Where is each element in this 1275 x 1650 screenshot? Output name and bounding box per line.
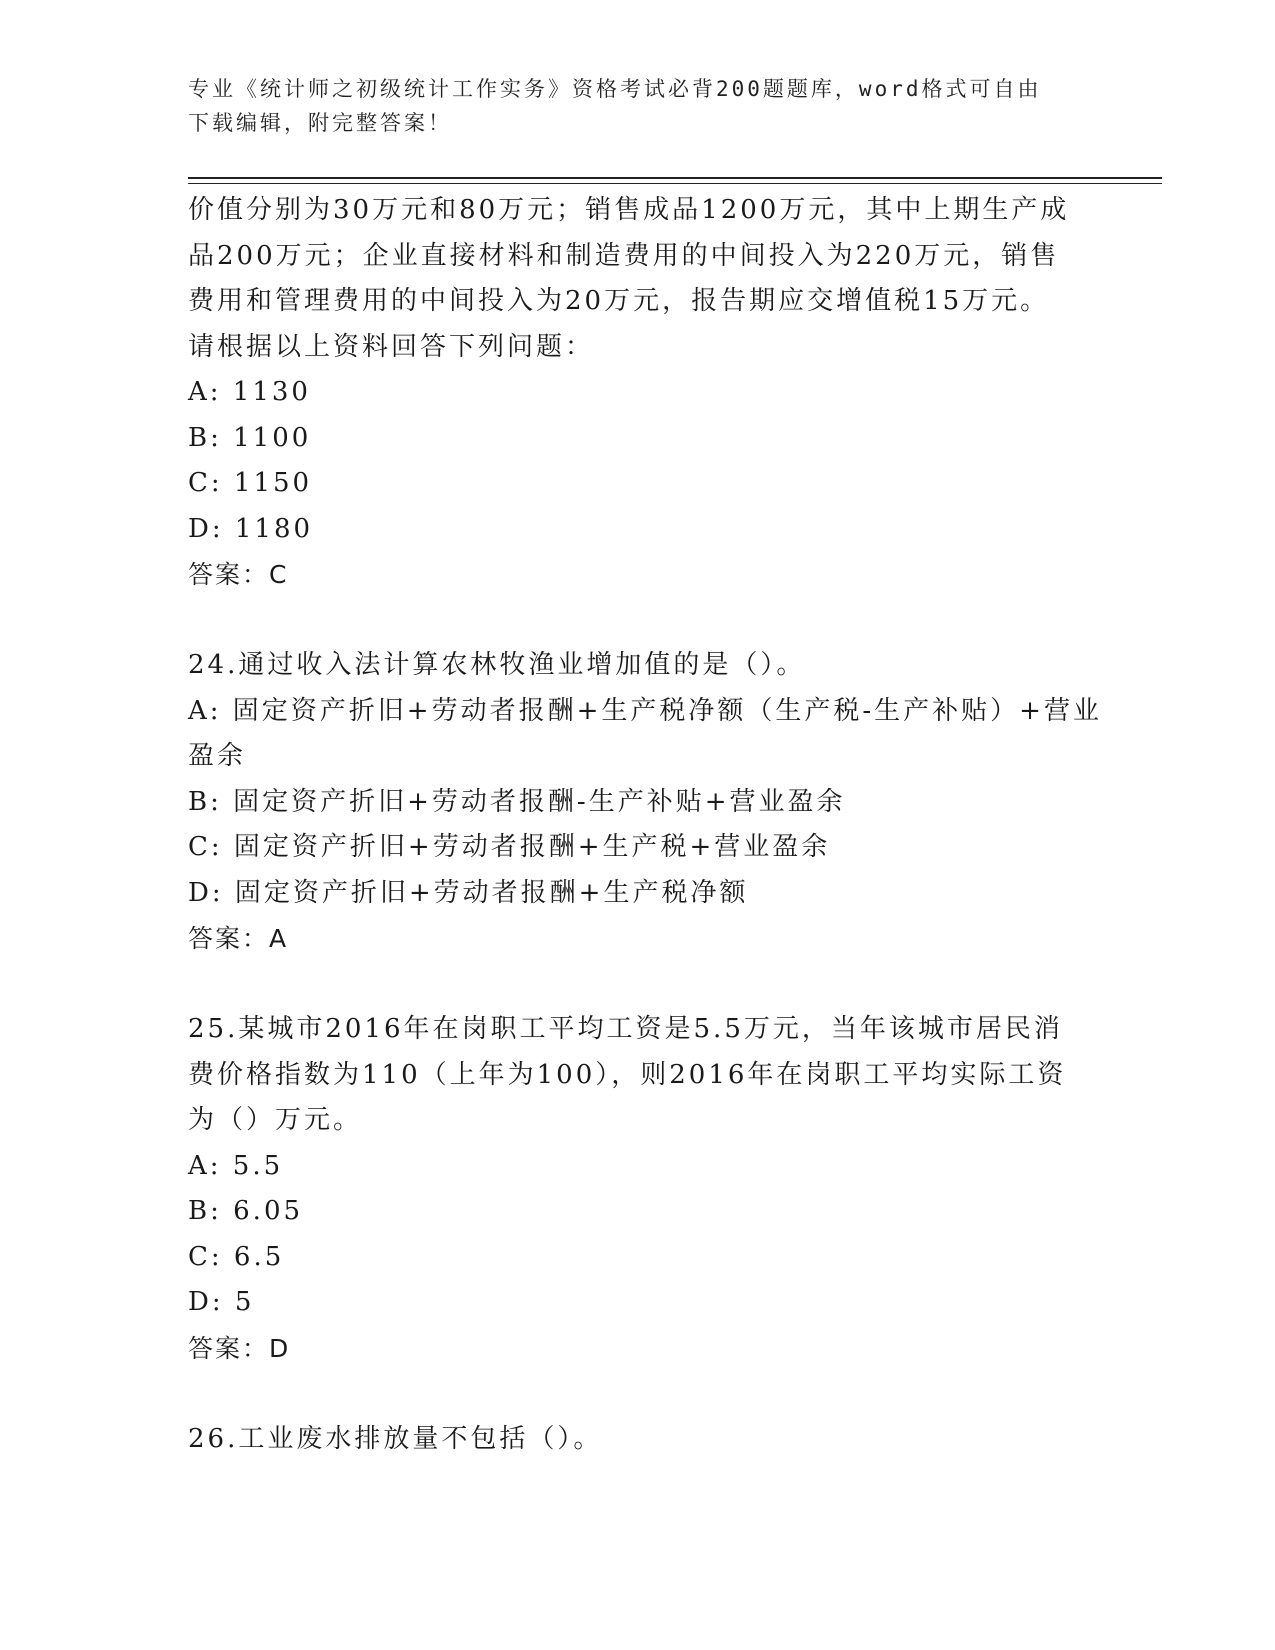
question-stem-line: 24.通过收入法计算农林牧渔业增加值的是（）。: [188, 650, 806, 680]
spacer: [188, 1371, 1078, 1417]
spacer: [188, 962, 1078, 1008]
option-d: D: 1180: [188, 513, 314, 544]
document-header: [188, 72, 1068, 140]
option-c: C: 固定资产折旧+劳动者报酬+生产税+营业盈余: [188, 832, 831, 862]
header-divider-thick: [188, 177, 1162, 179]
option-c: C: 1150: [188, 468, 313, 498]
option-b: B: 1100: [188, 422, 312, 453]
question-stem-line: 品200万元；企业直接材料和制造费用的中间投入为220万元，销售: [188, 240, 1060, 271]
question-stem-line: 为（）万元。: [188, 1105, 363, 1135]
option-b: B: 6.05: [188, 1196, 304, 1226]
answer-line: 答案：A: [188, 924, 289, 953]
question-stem-line: 26.工业废水排放量不包括（）。: [188, 1423, 603, 1454]
option-d: D: 5: [188, 1287, 255, 1317]
answer-line: 答案：C: [188, 560, 289, 589]
question-stem-line: 价值分别为30万元和80万元；销售成品1200万元，其中上期生产成: [188, 195, 1070, 225]
answer-line: 答案：D: [188, 1333, 291, 1363]
option-a: A: 固定资产折旧+劳动者报酬+生产税净额（生产税-生产补贴）+营业: [188, 695, 1102, 726]
question-stem-line: 请根据以上资料回答下列问题：: [188, 331, 595, 362]
question-26: [188, 1417, 1078, 1463]
document-body: [188, 188, 1102, 1462]
option-a: A: 1130: [188, 377, 311, 407]
option-a: A: 5.5: [188, 1150, 284, 1181]
header-line-1: 专业《统计师之初级统计工作实务》资格考试必背200题题库，word格式可自由: [188, 77, 1042, 101]
question-25: [188, 1007, 1078, 1371]
header-line-2: 下载编辑，附完整答案！: [188, 111, 452, 135]
header-divider-thin: [188, 183, 1162, 184]
question-stem-line: 25.某城市2016年在岗职工平均工资是5.5万元，当年该城市居民消: [188, 1014, 1063, 1044]
question-24: [188, 643, 1102, 962]
question-stem-line: 费价格指数为110（上年为100），则2016年在岗职工平均实际工资: [188, 1059, 1067, 1090]
option-a-continued: 盈余: [188, 741, 247, 771]
spacer: [188, 598, 1078, 644]
option-b: B: 固定资产折旧+劳动者报酬-生产补贴+营业盈余: [188, 786, 846, 817]
option-d: D: 固定资产折旧+劳动者报酬+生产税净额: [188, 877, 749, 908]
option-c: C: 6.5: [188, 1241, 285, 1272]
question-23: [188, 188, 1078, 598]
question-stem-line: 费用和管理费用的中间投入为20万元，报告期应交增值税15万元。: [188, 286, 1050, 316]
